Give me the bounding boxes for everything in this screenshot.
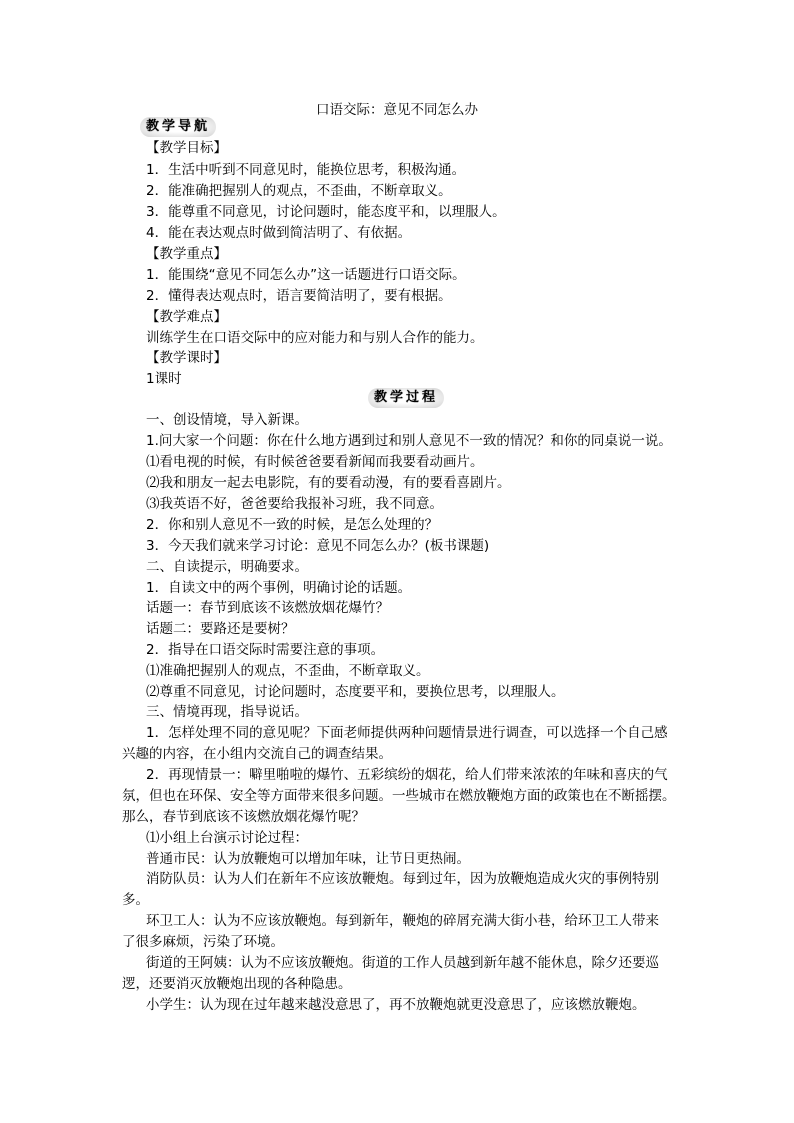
paragraph-line: 兴趣的内容，在小组内交流自己的调查结果。 [122,746,392,762]
paragraph-line: 小学生：认为现在过年越来越没意思了，再不放鞭炮就更没意思了，应该燃放鞭炮。 [146,997,646,1013]
text-line: 4．能在表达观点时做到简洁明了、有依据。 [146,225,412,241]
paragraph-line: 消防队员：认为人们在新年不应该放鞭炮。每到过年，因为放鞭炮造成火灾的事例特别 [146,871,659,887]
text-line: 【教学重点】 [146,246,227,262]
paragraph-line: 普通市民：认为放鞭炮可以增加年味，让节日更热闹。 [146,851,470,867]
text-line: 【教学目标】 [146,140,227,156]
text-line: ⑴准确把握别人的观点，不歪曲，不断章取义。 [146,663,430,679]
text-line: 二、自读提示，明确要求。 [146,559,308,575]
document-title: 口语交际：意见不同怎么办 [316,102,478,118]
text-line: ⑵尊重不同意见，讨论问题时，态度要平和，要换位思考，以理服人。 [146,684,565,700]
paragraph-line: 2．再现情景一：噼里啪啦的爆竹、五彩缤纷的烟花，给人们带来浓浓的年味和喜庆的气 [146,767,668,783]
text-line: 【教学难点】 [146,309,227,325]
text-line: 一、创设情境，导入新课。 [146,412,308,428]
text-line: 2．能准确把握别人的观点，不歪曲，不断章取义。 [146,183,452,199]
text-line: 2．指导在口语交际时需要注意的事项。 [146,642,385,658]
paragraph-line: 了很多麻烦，污染了环境。 [122,934,284,950]
text-line: 1课时 [146,371,182,387]
text-line: 【教学课时】 [146,350,227,366]
text-line: 三、情境再现，指导说话。 [146,704,308,720]
text-line: 1．能围绕“意见不同怎么办”这一话题进行口语交际。 [146,267,466,283]
text-line: ⑵我和朋友一起去电影院，有的要看动漫，有的要看喜剧片。 [146,475,511,491]
paragraph-line: 逻，还要消灭放鞭炮出现的各种隐患。 [122,976,352,992]
paragraph-line: 1．怎样处理不同的意见呢？下面老师提供两种问题情景进行调查，可以选择一个自己感 [146,725,668,741]
text-line: ⑶我英语不好，爸爸要给我报补习班，我不同意。 [146,496,443,512]
text-line: 2．你和别人意见不一致的时候，是怎么处理的？ [146,517,439,533]
text-line: 训练学生在口语交际中的应对能力和与别人合作的能力。 [146,330,484,346]
text-line: 1．生活中听到不同意见时，能换位思考，积极沟通。 [146,162,466,178]
paragraph-line: ⑴小组上台演示讨论过程： [146,830,308,846]
text-line: 话题二：要路还是要树？ [146,621,295,637]
text-line: 3．今天我们就来学习讨论：意见不同怎么办？(板书课题) [146,538,490,554]
paragraph-line: 那么，春节到底该不该燃放烟花爆竹呢？ [122,809,365,825]
paragraph-line: 多。 [122,892,149,908]
text-line: 话题一：春节到底该不该燃放烟花爆竹？ [146,600,389,616]
text-line: ⑴看电视的时候，有时候爸爸要看新闻而我要看动画片。 [146,454,484,470]
text-line: 3．能尊重不同意见，讨论问题时，能态度平和，以理服人。 [146,204,506,220]
text-line: 2．懂得表达观点时，语言要简洁明了，要有根据。 [146,288,452,304]
paragraph-line: 环卫工人：认为不应该放鞭炮。每到新年，鞭炮的碎屑充满大街小巷，给环卫工人带来 [146,913,659,929]
section-badge-process: 教学过程 [368,388,444,408]
paragraph-line: 氛，但也在环保、安全等方面带来很多问题。一些城市在燃放鞭炮方面的政策也在不断摇摆。 [122,788,676,804]
text-line: 1．自读文中的两个事例，明确讨论的话题。 [146,580,412,596]
section-badge-guide: 教学导航 [140,117,216,137]
paragraph-line: 街道的王阿姨：认为不应该放鞭炮。街道的工作人员越到新年越不能休息，除夕还要巡 [146,955,659,971]
text-line: 1.问大家一个问题：你在什么地方遇到过和别人意见不一致的情况？和你的同桌说一说。 [146,433,672,449]
